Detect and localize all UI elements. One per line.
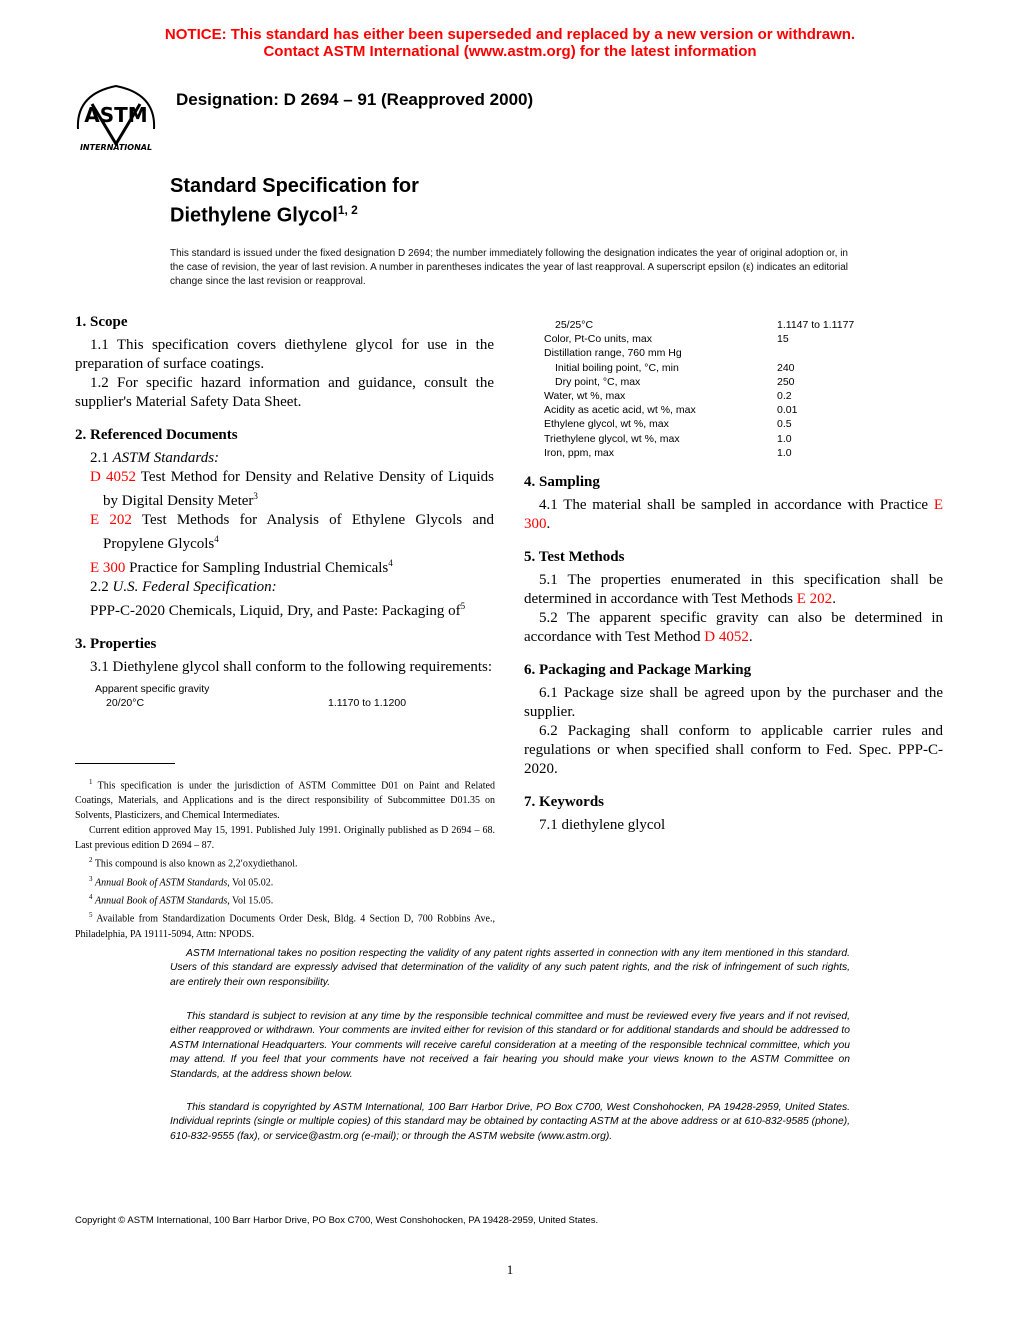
sampling-4-1 bbox=[524, 496, 943, 534]
footnotes bbox=[75, 775, 495, 942]
table-row bbox=[524, 318, 943, 332]
footnote-5-text: Available from Standardization Documents Order Desk, Bldg. 4 Section D, 700 Robbins Ave., Philadelphia, PA 19111-5094, Attn: NPODS. bbox=[75, 913, 495, 940]
sampling-4-1-end: . bbox=[546, 515, 551, 532]
table-row bbox=[524, 417, 943, 431]
footnote-3-rest: , Vol 05.02. bbox=[227, 876, 274, 888]
row-name: Ethylene glycol, wt %, max bbox=[544, 418, 669, 431]
section-scope-heading: 1. Scope bbox=[75, 314, 128, 330]
properties-3-1: 3.1 Diethylene glycol shall conform to the following requirements: bbox=[90, 659, 492, 675]
left-column bbox=[75, 314, 494, 710]
refdocs-2-2-num: 2.2 bbox=[90, 579, 109, 595]
table-row bbox=[524, 361, 943, 375]
row-name: Acidity as acetic acid, wt %, max bbox=[544, 404, 696, 417]
section-properties-heading: 3. Properties bbox=[75, 636, 157, 652]
notice-line-1: NOTICE: This standard has either been superseded and replaced by a new version or withdrawn. bbox=[164, 26, 856, 43]
table-row bbox=[75, 696, 494, 710]
table-row bbox=[524, 403, 943, 417]
row-value: 1.1147 to 1.1177 bbox=[777, 319, 855, 331]
row-value: 1.1170 to 1.1200 bbox=[328, 697, 407, 710]
title-footnote-refs: 1, 2 bbox=[337, 203, 358, 217]
testmethods-5-1 bbox=[524, 571, 943, 609]
testmethods-d4052-link[interactable]: D 4052 bbox=[704, 628, 749, 645]
footnote-3-num: 3 bbox=[89, 874, 93, 883]
row-name: Distillation range, 760 mm Hg bbox=[544, 347, 682, 360]
row-value: 250 bbox=[777, 375, 795, 388]
logo-subtext: INTERNATIONAL bbox=[79, 143, 153, 152]
row-name: Dry point, °C, max bbox=[555, 375, 641, 388]
footnote-4 bbox=[75, 890, 495, 908]
section-refdocs-heading: 2. Referenced Documents bbox=[75, 427, 238, 443]
row-value: 0.01 bbox=[777, 404, 798, 417]
footnote-4-book: Annual Book of ASTM Standards bbox=[95, 895, 228, 907]
testmethods-5-1-end: . bbox=[832, 590, 836, 607]
notice-line-2: Contact ASTM International (www.astm.org) for the latest information bbox=[263, 43, 757, 60]
properties-table-right bbox=[524, 318, 943, 460]
ref-e202 bbox=[75, 511, 494, 554]
row-name: Color, Pt-Co units, max bbox=[544, 333, 652, 346]
testmethods-5-2-text: 5.2 The apparent specific gravity can also be determined in accordance with Test Method bbox=[524, 609, 943, 645]
row-name: 20/20°C bbox=[106, 697, 145, 710]
section-sampling-heading: 4. Sampling bbox=[524, 473, 600, 490]
copyright-disclaimer: This standard is copyrighted by ASTM International, 100 Barr Harbor Drive, PO Box C700, West Conshohocken, PA 19428-2959, United States. Individual reprints (single or multiple copies) of this standard may be obtained by contacting ASTM at the above address or at 610-832-9585 (phone), 610-832-9555 (fax), or service@astm.org (e-mail); or through the ASTM website (www.astm.org). bbox=[170, 1102, 850, 1142]
refdocs-2-2 bbox=[75, 578, 494, 597]
packaging-6-2: 6.2 Packaging shall conform to applicable carrier rules and regulations or when specified shall conform to Fed. Spec. PPP-C-2020. bbox=[524, 722, 943, 777]
sampling-e300-link[interactable]: E 300 bbox=[524, 496, 943, 532]
title-line-2: Diethylene Glycol bbox=[170, 204, 338, 227]
footnote-2-text: This compound is also known as 2,2′oxydiethanol. bbox=[94, 858, 298, 870]
footnote-3-book: Annual Book of ASTM Standards bbox=[95, 876, 228, 888]
row-name: Apparent specific gravity bbox=[95, 683, 210, 695]
revision-disclaimer: This standard is subject to revision at any time by the responsible technical committee and must be reviewed every five years and if not revised, either reapproved or withdrawn. Your comments are invited either for revision of this standard or for additional standards and should be addressed to ASTM International Headquarters. Your comments will receive careful consideration at a meeting of the responsible technical committee, which you may attend. If you feel that your comments have not received a fair hearing you should make your views known to the ASTM Committee on Standards, at the address shown below. bbox=[170, 1011, 850, 1080]
testmethods-5-2-end: . bbox=[748, 628, 753, 645]
footnote-3 bbox=[75, 872, 495, 890]
section-keywords-heading: 7. Keywords bbox=[524, 793, 604, 810]
footnote-4-rest: , Vol 15.05. bbox=[227, 895, 274, 907]
packaging-6-1: 6.1 Package size shall be agreed upon by the purchaser and the supplier. bbox=[524, 684, 943, 720]
patent-disclaimer: ASTM International takes no position respecting the validity of any patent rights asserted in connection with any item mentioned in this standard. Users of this standard are expressly advised that determination of the validity of any such patent rights, and the risk of infringement of such rights, are entirely their own responsibility. bbox=[170, 948, 850, 988]
footnote-1 bbox=[75, 775, 495, 823]
ref-ppp-sup: 5 bbox=[460, 601, 466, 611]
row-name: Iron, ppm, max bbox=[544, 446, 615, 459]
footnote-1-text: This specification is under the jurisdiction of ASTM Committee D01 on Paint and Related Coatings, Materials, and Applications and is the direct responsibility of Subcommittee D01.35 on Solvents, Plasticizers, and Chemical Intermediates. bbox=[75, 780, 495, 822]
row-value: 0.5 bbox=[777, 418, 792, 431]
table-row bbox=[75, 682, 494, 696]
footnote-1b: Current edition approved May 15, 1991. Published July 1991. Originally published as D 2694 – 68. Last previous edition D 2694 – 87. bbox=[75, 825, 495, 852]
ref-e202-sup: 4 bbox=[214, 534, 219, 544]
row-name: Water, wt %, max bbox=[544, 389, 626, 402]
title-line-1: Standard Specification for bbox=[170, 175, 419, 197]
preamble: This standard is issued under the fixed designation D 2694; the number immediately following the designation indicates the year of original adoption or, in the case of revision, the year of last revision. A number in parentheses indicates the year of last reapproval. A superscript epsilon (ε) indicates an editorial change since the last revision or reapproval. bbox=[170, 248, 848, 287]
ref-e202-text: Test Methods for Analysis of Ethylene Glycols and Propylene Glycols bbox=[103, 512, 494, 552]
table-row bbox=[524, 375, 943, 389]
row-value: 1.0 bbox=[777, 432, 792, 445]
logo-text: ASTM bbox=[84, 103, 148, 127]
table-row bbox=[524, 332, 943, 346]
astm-logo bbox=[70, 74, 162, 154]
footnote-1-num: 1 bbox=[89, 778, 93, 786]
designation: Designation: D 2694 – 91 (Reapproved 2000) bbox=[176, 90, 534, 109]
table-row bbox=[524, 432, 943, 446]
row-value: 0.2 bbox=[777, 389, 792, 402]
footnote-2 bbox=[75, 853, 495, 871]
table-row bbox=[524, 446, 943, 460]
refdocs-2-2-title: U.S. Federal Specification: bbox=[112, 579, 277, 595]
astm-logo-icon bbox=[70, 74, 162, 154]
scope-1-1: 1.1 This specification covers diethylene glycol for use in the preparation of surface coatings. bbox=[75, 337, 494, 372]
ref-d4052 bbox=[75, 468, 494, 511]
footnote-5-num: 5 bbox=[89, 911, 93, 920]
copyright-footer: Copyright © ASTM International, 100 Barr Harbor Drive, PO Box C700, West Conshohocken, PA 19428-2959, United States. bbox=[75, 1215, 599, 1226]
row-value: 15 bbox=[777, 333, 789, 346]
ref-e202-link[interactable]: E 202 bbox=[90, 512, 132, 528]
row-value: 240 bbox=[777, 361, 795, 374]
ref-d4052-text: Test Method for Density and Relative Density of Liquids by Digital Density Meter bbox=[103, 469, 494, 509]
ref-e300-link[interactable]: E 300 bbox=[90, 560, 126, 576]
ref-d4052-link[interactable]: D 4052 bbox=[90, 469, 136, 485]
footnote-5 bbox=[75, 908, 495, 941]
ref-e300 bbox=[75, 554, 494, 578]
ref-ppp-text: PPP-C-2020 Chemicals, Liquid, Dry, and Paste: Packaging of bbox=[90, 603, 461, 619]
document-title bbox=[170, 174, 419, 228]
keywords-7-1: 7.1 diethylene glycol bbox=[539, 816, 666, 833]
sampling-4-1-text: 4.1 The material shall be sampled in accordance with Practice bbox=[539, 496, 934, 513]
ref-e300-text: Practice for Sampling Industrial Chemicals bbox=[125, 560, 389, 576]
page-number: 1 bbox=[506, 1262, 514, 1277]
ref-e300-sup: 4 bbox=[388, 558, 393, 568]
refdocs-2-1 bbox=[75, 449, 494, 468]
ref-ppp-c-2020 bbox=[75, 597, 494, 621]
ref-d4052-sup: 3 bbox=[253, 491, 258, 501]
table-row bbox=[524, 389, 943, 403]
scope-1-2: 1.2 For specific hazard information and guidance, consult the supplier's Material Safety Data Sheet. bbox=[75, 375, 494, 410]
refdocs-2-1-title: ASTM Standards: bbox=[112, 450, 220, 466]
properties-table-left bbox=[75, 682, 494, 710]
testmethods-5-1-text: 5.1 The properties enumerated in this specification shall be determined in accordance with Test Methods bbox=[524, 571, 943, 607]
testmethods-e202-link[interactable]: E 202 bbox=[796, 590, 833, 607]
footnote-2-num: 2 bbox=[89, 856, 93, 865]
right-column bbox=[524, 318, 943, 835]
section-packaging-heading: 6. Packaging and Package Marking bbox=[524, 661, 752, 678]
footnote-rule bbox=[75, 763, 175, 764]
section-testmethods-heading: 5. Test Methods bbox=[524, 548, 625, 565]
testmethods-5-2 bbox=[524, 609, 943, 647]
supersede-notice bbox=[0, 26, 1020, 60]
refdocs-2-1-num: 2.1 bbox=[90, 450, 109, 466]
row-value: 1.0 bbox=[777, 446, 792, 459]
footnote-4-num: 4 bbox=[89, 892, 93, 901]
table-row bbox=[524, 346, 943, 360]
row-name: Initial boiling point, °C, min bbox=[555, 361, 679, 374]
row-name: 25/25°C bbox=[555, 319, 594, 331]
row-name: Triethylene glycol, wt %, max bbox=[544, 432, 680, 445]
